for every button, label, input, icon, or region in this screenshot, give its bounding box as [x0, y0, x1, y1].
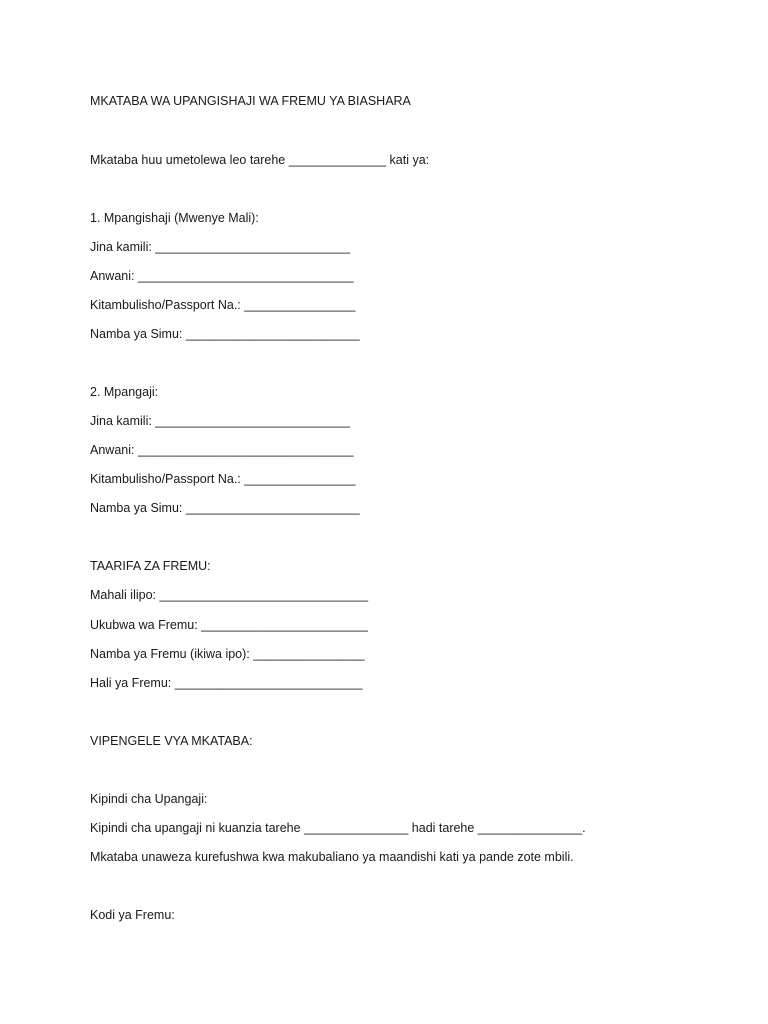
landlord-heading: 1. Mpangishaji (Mwenye Mali): [90, 211, 259, 225]
tenant-heading: 2. Mpangaji: [90, 385, 159, 399]
landlord-address-field: Anwani: _______________________________ [90, 269, 354, 283]
frame-info-heading: TAARIFA ZA FREMU: [90, 559, 211, 573]
lease-renewal-clause: Mkataba unaweza kurefushwa kwa makubaliano ya maandishi kati ya pande zote mbili. [90, 850, 574, 864]
lease-period-heading: Kipindi cha Upangaji: [90, 792, 208, 806]
landlord-full-name-field: Jina kamili: ____________________________ [90, 240, 350, 254]
terms-heading: VIPENGELE VYA MKATABA: [90, 734, 253, 748]
lease-period-dates: Kipindi cha upangaji ni kuanzia tarehe _______________ hadi tarehe _______________. [90, 821, 586, 835]
rent-heading: Kodi ya Fremu: [90, 908, 175, 922]
landlord-phone-field: Namba ya Simu: _________________________ [90, 327, 360, 341]
tenant-phone-field: Namba ya Simu: _________________________ [90, 501, 360, 515]
frame-condition-field: Hali ya Fremu: ___________________________ [90, 676, 363, 690]
tenant-address-field: Anwani: _______________________________ [90, 443, 354, 457]
document-title: MKATABA WA UPANGISHAJI WA FREMU YA BIASHARA [90, 94, 411, 108]
tenant-id-field: Kitambulisho/Passport Na.: ________________ [90, 472, 356, 486]
landlord-id-field: Kitambulisho/Passport Na.: ________________ [90, 298, 356, 312]
frame-location-field: Mahali ilipo: ______________________________ [90, 588, 369, 602]
intro-line: Mkataba huu umetolewa leo tarehe ______________ kati ya: [90, 153, 430, 167]
frame-number-field: Namba ya Fremu (ikiwa ipo): ________________ [90, 647, 365, 661]
frame-size-field: Ukubwa wa Fremu: ________________________ [90, 618, 368, 632]
tenant-full-name-field: Jina kamili: ____________________________ [90, 414, 350, 428]
